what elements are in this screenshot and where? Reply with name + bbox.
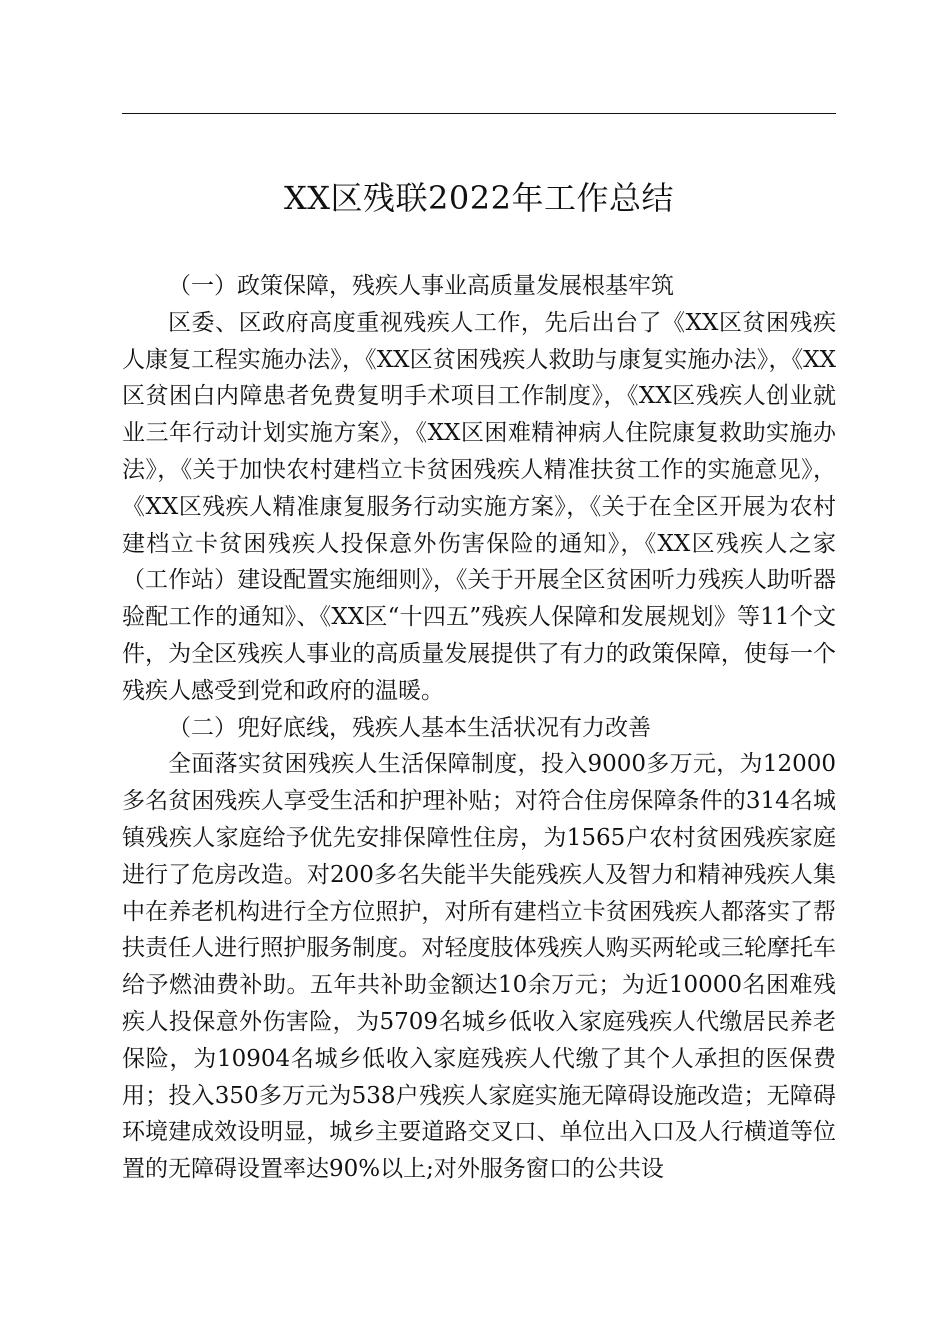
section-heading-2: （二）兜好底线，残疾人基本生活状况有力改善 — [168, 714, 651, 741]
section-paragraph-1: 区委、区政府高度重视残疾人工作，先后出台了《XX区贫困残疾人康复工程实施办法》，《XX区贫困残疾人救助与康复实施办法》，《XX区贫困白内障患者免费复明手术项目工作制度》，《XX区残疾人创业就业三年行动计划实施方案》，《XX区困难精神病人住院康复救助实施办法》，《关于加快农村建档立卡贫困残疾人精准扶贫工作的实施意见》，《XX区残疾人精准康复服务行动实施方案》，《关于在全区开展为农村建档立卡贫困残疾人投保意外伤害保险的通知》，《XX区残疾人之家（工作站）建设配置实施细则》，《关于开展全区贫困听力残疾人助听器验配工作的通知》、《XX区“十四五”残疾人保障和发展规划》等11个文件，为全区残疾人事业的高质量发展提供了有力的政策保障，使每一个残疾人感受到党和政府的温暖。 — [122, 309, 836, 704]
section-heading-1: （一）政策保障，残疾人事业高质量发展根基牢筑 — [168, 273, 674, 299]
header-divider — [122, 113, 836, 114]
section-paragraph-2: 全面落实贫困残疾人生活保障制度，投入9000多万元，为12000多名贫困残疾人享受生活和护理补贴；对符合住房保障条件的314名城镇残疾人家庭给予优先安排保障性住房，为1565户农村贫困残疾家庭进行了危房改造。对200多名失能半失能残疾人及智力和精神残疾人集中在养老机构进行全方位照护，对所有建档立卡贫困残疾人都落实了帮扶责任人进行照护服务制度。对轻度肢体残疾人购买两轮或三轮摩托车给予燃油费补助。五年共补助金额达10余万元；为近10000名困难残疾人投保意外伤害险，为5709名城乡低收入家庭残疾人代缴居民养老保险，为10904名城乡低收入家庭残疾人代缴了其个人承担的医保费用；投入350多万元为538户残疾人家庭实施无障碍设施改造；无障碍环境建成效设明显，城乡主要道路交叉口、单位出入口及人行横道等位置的无障碍设置率达90%以上;对外服务窗口的公共设 — [122, 751, 836, 1183]
document-body — [122, 268, 836, 1188]
document-title: XX区残联2022年工作总结 — [283, 179, 674, 217]
